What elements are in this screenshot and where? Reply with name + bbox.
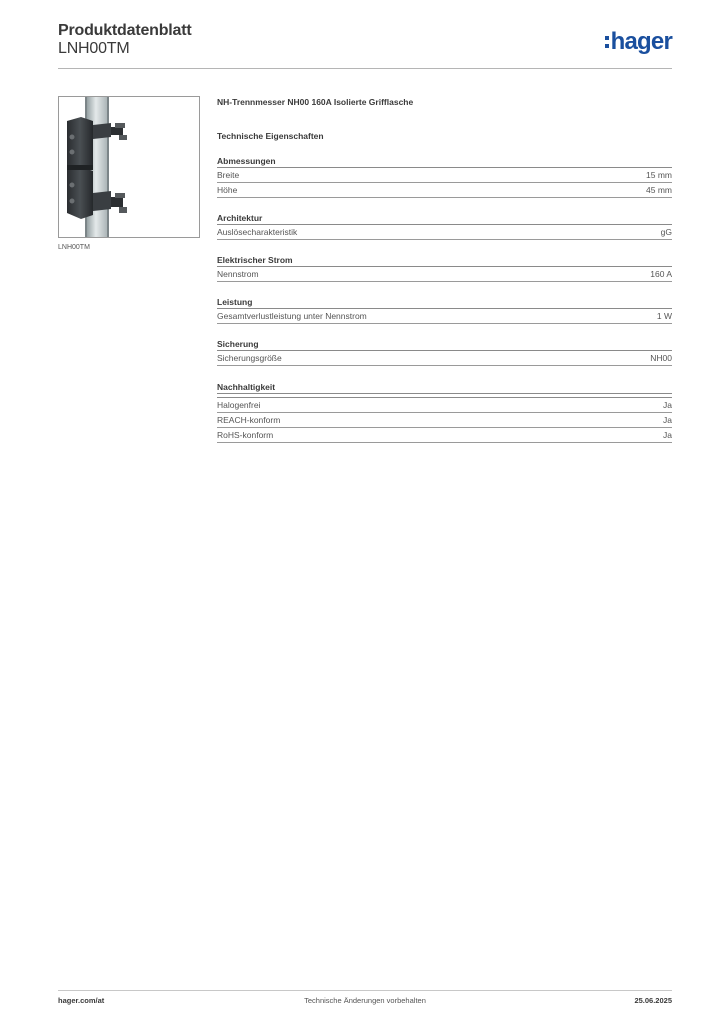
spec-group-elektrischer-strom (217, 254, 672, 282)
group-title: Leistung (217, 296, 672, 309)
spec-row (217, 351, 672, 366)
section-heading: Technische Eigenschaften (217, 131, 324, 141)
spec-label: Auslösecharakteristik (217, 227, 298, 237)
spec-row (217, 428, 672, 443)
spec-group-architektur (217, 212, 672, 240)
spec-value: gG (660, 227, 672, 237)
spec-row (217, 413, 672, 428)
product-code: LNH00TM (58, 40, 130, 57)
spec-label: Gesamtverlustleistung unter Nennstrom (217, 311, 367, 321)
hager-logo[interactable] (605, 29, 672, 55)
spec-group-abmessungen (217, 155, 672, 198)
group-title: Sicherung (217, 338, 672, 351)
spec-value: 45 mm (646, 185, 672, 195)
spec-value: NH00 (650, 353, 672, 363)
spec-value: Ja (663, 430, 672, 440)
spec-row (217, 183, 672, 198)
spec-row (217, 309, 672, 324)
spec-label: Breite (217, 170, 240, 180)
spec-value: 15 mm (646, 170, 672, 180)
group-title: Architektur (217, 212, 672, 225)
spec-row (217, 267, 672, 282)
logo-text: hager (610, 28, 672, 55)
spec-value: 160 A (650, 269, 672, 279)
footer-notice: Technische Änderungen vorbehalten (304, 996, 426, 1005)
spec-label: Sicherungsgröße (217, 353, 282, 363)
spec-row (217, 397, 672, 413)
footer-website-link[interactable]: hager.com/at (58, 996, 105, 1005)
group-title: Abmessungen (217, 155, 672, 168)
spec-group-nachhaltigkeit (217, 381, 672, 443)
spec-value: 1 W (656, 311, 672, 321)
image-caption: LNH00TM (58, 244, 90, 251)
spec-label: Höhe (217, 185, 238, 195)
header-divider (58, 68, 672, 69)
footer-divider (58, 990, 672, 991)
spec-row (217, 168, 672, 183)
group-title: Nachhaltigkeit (217, 381, 672, 394)
spec-label: Halogenfrei (217, 400, 261, 410)
spec-label: REACH-konform (217, 415, 281, 425)
spec-label: RoHS-konform (217, 430, 274, 440)
spec-value: Ja (663, 415, 672, 425)
spec-row (217, 225, 672, 240)
footer-date: 25.06.2025 (634, 996, 672, 1005)
spec-label: Nennstrom (217, 269, 259, 279)
spec-value: Ja (663, 400, 672, 410)
product-image (58, 96, 200, 238)
page-header (58, 20, 672, 70)
product-photo-fuse-disconnector-icon (59, 97, 199, 237)
document-title: Produktdatenblatt (58, 22, 192, 39)
spec-group-sicherung (217, 338, 672, 366)
spec-group-leistung (217, 296, 672, 324)
product-description: NH-Trennmesser NH00 160A Isolierte Grifflasche (217, 97, 414, 107)
group-title: Elektrischer Strom (217, 254, 672, 267)
product-specs (217, 96, 672, 443)
logo-dots-icon (605, 34, 609, 50)
